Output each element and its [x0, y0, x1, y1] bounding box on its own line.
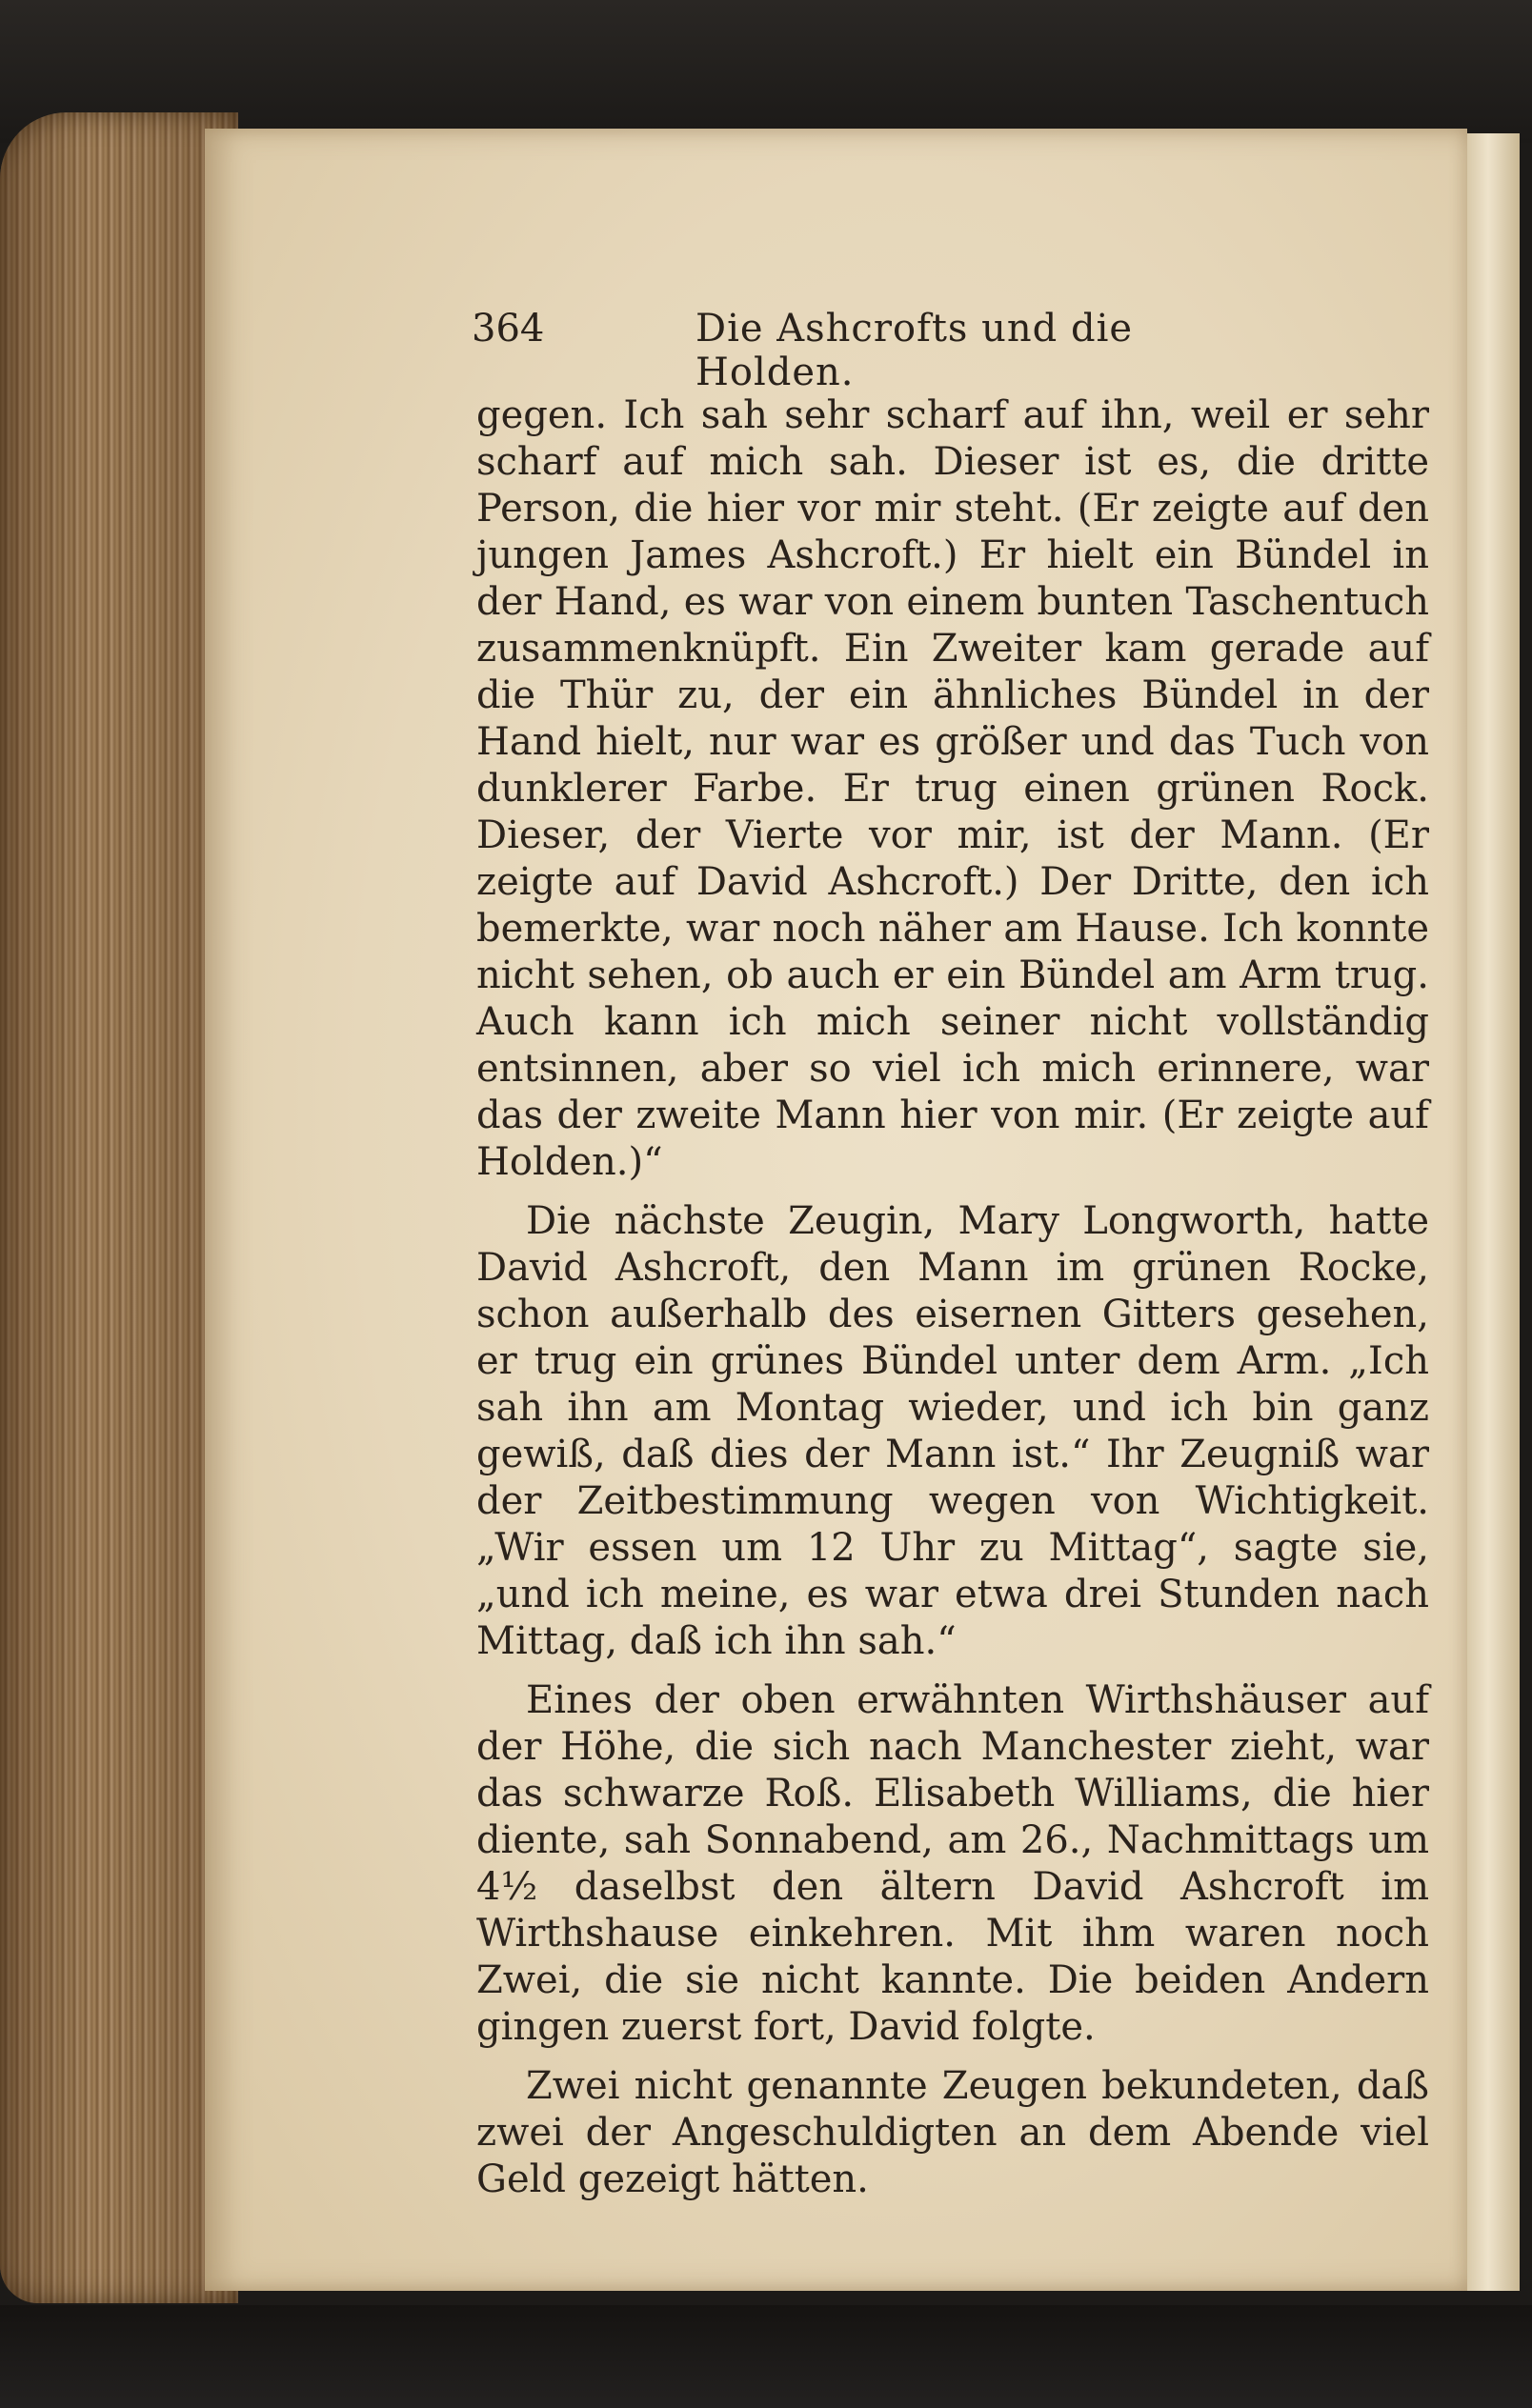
- paragraph-2: Die nächste Zeugin, Mary Longworth, hatte David Ashcroft, den Mann im grünen Rocke, schon außerhalb des eisernen Gitters gesehen, er trug ein grünes Bündel unter dem Arm. „Ich sah ihn am Montag wieder, und ich bin ganz gewiß, daß dies der Mann ist.“ Ihr Zeugniß war der Zeitbestimmung wegen von Wichtigkeit. „Wir essen um 12 Uhr zu Mittag“, sagte sie, „und ich meine, es war etwa drei Stunden nach Mittag, daß ich ihn sah.“: [476, 1199, 1429, 1663]
- dark-background-bottom: [0, 2305, 1532, 2408]
- paragraph-1: gegen. Ich sah sehr scharf auf ihn, weil er sehr scharf auf mich sah. Dieser ist es, die dritte Person, die hier vor mir steht. (Er zeigte auf den jungen James Ashcroft.) Er hielt ein Bündel in der Hand, es war von einem bunten Taschentuch zusammenknüpft. Ein Zweiter kam gerade auf die Thür zu, der ein ähnliches Bündel in der Hand hielt, nur war es größer und das Tuch von dunklerer Farbe. Er trug einen grünen Rock. Dieser, der Vierte vor mir, ist der Mann. (Er zeigte auf David Ashcroft.) Der Dritte, den ich bemerkte, war noch näher am Hause. Ich konnte nicht sehen, ob auch er ein Bündel am Arm trug. Auch kann ich mich seiner nicht vollständig entsinnen, aber so viel ich mich erinnere, war das der zweite Mann hier von mir. (Er zeigte auf Holden.)“: [476, 393, 1429, 1184]
- body-text: [476, 392, 1429, 2216]
- facing-page-edge: [1467, 133, 1520, 2291]
- running-title: Die Ashcrofts und die Holden.: [695, 307, 1134, 394]
- paragraph-3: Eines der oben erwähnten Wirthshäuser auf der Höhe, die sich nach Manchester zieht, war das schwarze Roß. Elisabeth Williams, die hier diente, sah Sonnabend, am 26., Nachmittags um 4½ daselbst den ältern David Ashcroft im Wirthshause einkehren. Mit ihm waren noch Zwei, die sie nicht kannte. Die beiden Andern gingen zuerst fort, David folgte.: [476, 1678, 1429, 2049]
- paragraph-4: Zwei nicht genannte Zeugen bekundeten, daß zwei der Angeschuldigten an dem Abende viel Geld gezeigt hätten.: [476, 2064, 1429, 2201]
- page-header: [472, 307, 1196, 394]
- page-number: 364: [472, 307, 545, 351]
- book-page-edges: [0, 112, 238, 2303]
